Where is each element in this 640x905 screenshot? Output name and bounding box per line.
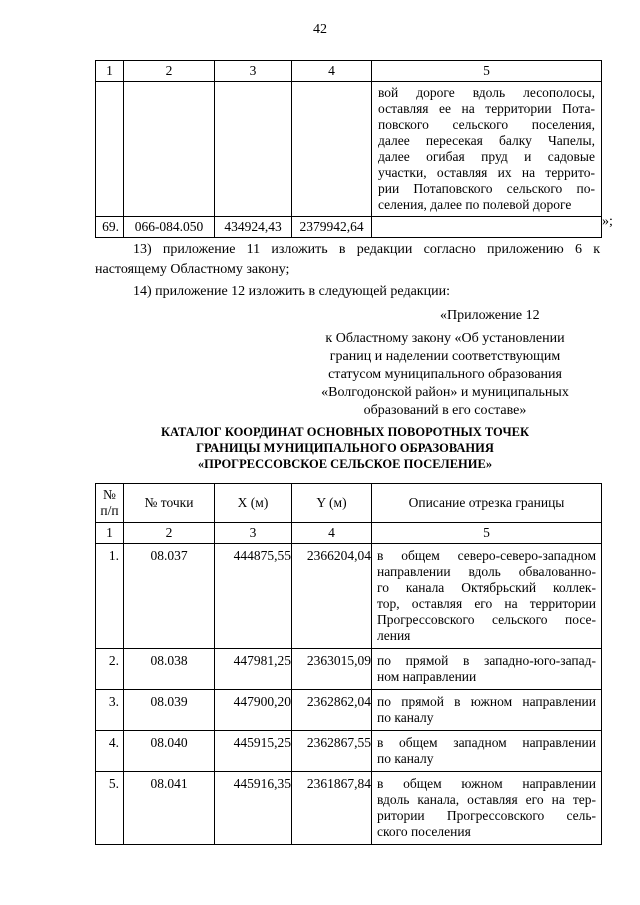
segment-description xyxy=(372,731,602,772)
point-id: 066-084.050 xyxy=(124,217,215,238)
col-num-4: 4 xyxy=(292,523,372,544)
empty-cell xyxy=(292,82,372,217)
x-coordinate: 444875,55 xyxy=(215,544,292,649)
segment-description xyxy=(372,690,602,731)
row-number: 2. xyxy=(96,649,124,690)
y-coordinate: 2361867,84 xyxy=(292,772,372,845)
row-number: 1. xyxy=(96,544,124,649)
desc-line: в общем северо-северо-западном xyxy=(377,548,596,563)
empty-description xyxy=(372,217,602,238)
col-num-1: 1 xyxy=(96,61,124,82)
continuation-table xyxy=(95,60,602,238)
desc-line: го канала Октябрьский коллек- xyxy=(377,580,596,595)
header-x: X (м) xyxy=(215,484,292,523)
column-number-row xyxy=(96,523,602,544)
y-coordinate: 2363015,09 xyxy=(292,649,372,690)
col-num-5: 5 xyxy=(372,523,602,544)
y-coordinate: 2362862,04 xyxy=(292,690,372,731)
row-number: 4. xyxy=(96,731,124,772)
appendix-subtitle xyxy=(300,330,590,420)
x-coordinate: 445916,35 xyxy=(215,772,292,845)
desc-line: ления xyxy=(377,628,411,643)
segment-description xyxy=(372,544,602,649)
page-number: 42 xyxy=(313,22,327,37)
table-row xyxy=(96,690,602,731)
desc-line: рии Потаповского сельского по- xyxy=(378,181,595,196)
desc-line: Прогрессовского сельского посе- xyxy=(377,612,596,627)
desc-line: ном направлении xyxy=(377,669,477,684)
point-id: 08.041 xyxy=(124,772,215,845)
closing-quote: »; xyxy=(602,214,613,229)
col-num-2: 2 xyxy=(124,523,215,544)
table-row xyxy=(96,217,602,238)
table-row xyxy=(96,544,602,649)
continuation-header-row xyxy=(96,61,602,82)
desc-line: ритории Прогрессовского сель- xyxy=(377,808,596,823)
catalog-title-line: «ПРОГРЕССОВСКОЕ СЕЛЬСКОЕ ПОСЕЛЕНИЕ» xyxy=(197,457,493,471)
desc-line: селения, далее по полевой дороге xyxy=(378,197,572,212)
appendix-line: границ и наделении соответствующим xyxy=(329,349,561,364)
coordinates-table xyxy=(95,483,602,845)
desc-line: по каналу xyxy=(377,751,434,766)
appendix-line: образований в его составе» xyxy=(363,403,527,418)
appendix-line: «Волгодонской район» и муниципальных xyxy=(321,385,569,400)
catalog-title xyxy=(95,424,595,472)
table-row xyxy=(96,649,602,690)
catalog-title-line: ГРАНИЦЫ МУНИЦИПАЛЬНОГО ОБРАЗОВАНИЯ xyxy=(196,441,494,455)
y-coordinate: 2379942,64 xyxy=(292,217,372,238)
point-id: 08.038 xyxy=(124,649,215,690)
empty-cell xyxy=(96,82,124,217)
desc-line: в общем южном направлении xyxy=(377,776,596,791)
col-num-4: 4 xyxy=(292,61,372,82)
desc-line: в общем западном направлении xyxy=(377,735,596,750)
desc-line: по каналу xyxy=(377,710,434,725)
table-row xyxy=(96,731,602,772)
desc-line: вой дороге вдоль лесополосы, xyxy=(378,85,595,100)
col-num-1: 1 xyxy=(96,523,124,544)
carry-over-row xyxy=(96,82,602,217)
x-coordinate: 445915,25 xyxy=(215,731,292,772)
desc-line: направлении вдоль обвалованно- xyxy=(377,564,596,579)
desc-line: далее пересекая балку Чапелы, xyxy=(378,133,595,148)
col-num-3: 3 xyxy=(215,61,292,82)
desc-line: повского сельского поселения, xyxy=(378,117,595,132)
header-point: № точки xyxy=(124,484,215,523)
desc-line: тор, оставляя его на территории xyxy=(377,596,596,611)
desc-line: ского поселения xyxy=(377,824,471,839)
desc-line: по прямой в западно-юго-запад- xyxy=(377,653,596,668)
point-id: 08.037 xyxy=(124,544,215,649)
desc-line: по прямой в южном направлении xyxy=(377,694,596,709)
col-num-3: 3 xyxy=(215,523,292,544)
desc-line: оставляя ее на территории Пота- xyxy=(378,101,595,116)
paragraph-13 xyxy=(95,240,600,280)
segment-description xyxy=(372,649,602,690)
table-row xyxy=(96,772,602,845)
appendix-line: статусом муниципального образования xyxy=(328,367,562,382)
catalog-title-line: КАТАЛОГ КООРДИНАТ ОСНОВНЫХ ПОВОРОТНЫХ ТОЧЕК xyxy=(160,425,530,439)
x-coordinate: 434924,43 xyxy=(215,217,292,238)
desc-line: участки, оставляя их на террито- xyxy=(378,165,595,180)
segment-description xyxy=(372,772,602,845)
col-num-5: 5 xyxy=(372,61,602,82)
point-id: 08.040 xyxy=(124,731,215,772)
row-number: 3. xyxy=(96,690,124,731)
appendix-title: «Приложение 12 xyxy=(440,308,540,323)
col-num-2: 2 xyxy=(124,61,215,82)
paragraph-14-text: 14) приложение 12 изложить в следующей редакции: xyxy=(133,284,450,299)
x-coordinate: 447981,25 xyxy=(215,649,292,690)
empty-cell xyxy=(124,82,215,217)
paragraph-13-text: 13) приложение 11 изложить в редакции согласно приложению 6 к настоящему Областному закону; xyxy=(95,242,600,277)
carry-over-description xyxy=(372,82,602,217)
header-number-line1: № xyxy=(103,487,116,502)
header-number xyxy=(96,484,124,523)
row-number: 69. xyxy=(96,217,124,238)
table-header-row xyxy=(96,484,602,523)
paragraph-14 xyxy=(95,282,600,302)
desc-line: вдоль канала, оставляя его на тер- xyxy=(377,792,596,807)
header-number-line2: п/п xyxy=(100,503,119,518)
y-coordinate: 2366204,04 xyxy=(292,544,372,649)
y-coordinate: 2362867,55 xyxy=(292,731,372,772)
empty-cell xyxy=(215,82,292,217)
point-id: 08.039 xyxy=(124,690,215,731)
appendix-line: к Областному закону «Об установлении xyxy=(325,331,565,346)
row-number: 5. xyxy=(96,772,124,845)
desc-line: далее огибая пруд и садовые xyxy=(378,149,595,164)
header-y: Y (м) xyxy=(292,484,372,523)
x-coordinate: 447900,20 xyxy=(215,690,292,731)
header-description: Описание отрезка границы xyxy=(372,484,602,523)
